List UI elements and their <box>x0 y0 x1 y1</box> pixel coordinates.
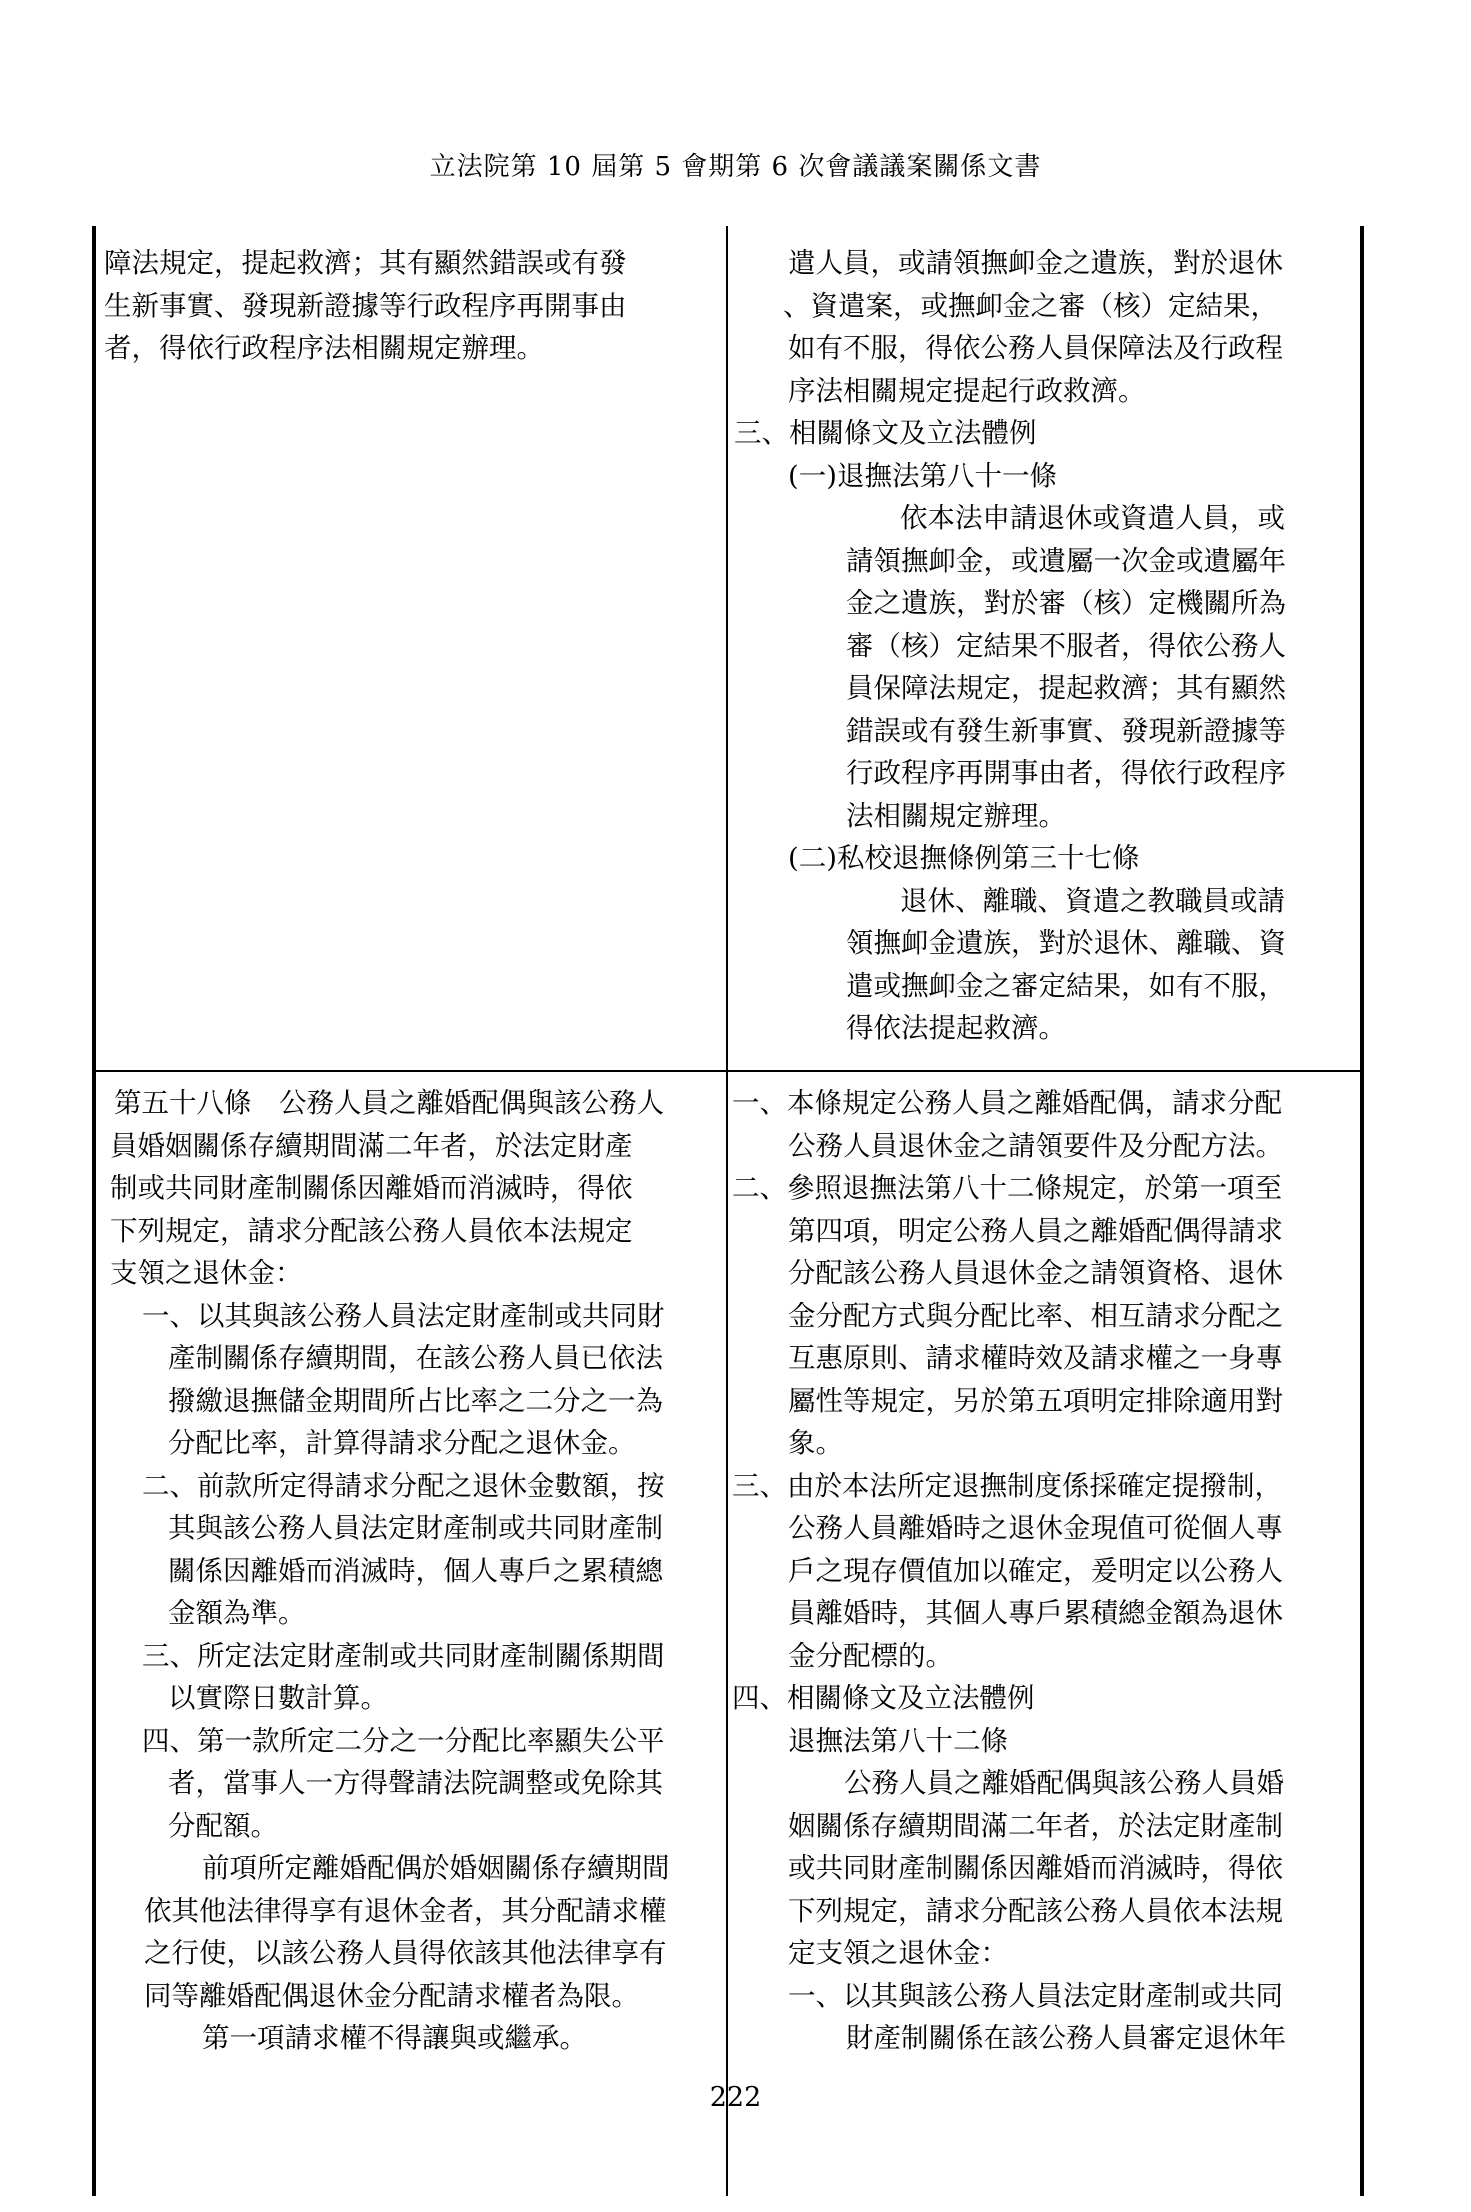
text-line: 金之遺族，對於審（核）定機關所為 <box>846 587 1286 619</box>
text-line: 撥繳退撫儲金期間所占比率之二分之一為 <box>168 1384 663 1417</box>
text-line: 退休、離職、資遣之教職員或請 <box>900 884 1285 917</box>
text-line: 者，當事人一方得聲請法院調整或免除其 <box>168 1767 663 1799</box>
text-line: 戶之現存價值加以確定，爰明定以公務人 <box>788 1554 1283 1587</box>
text-line: 一、以其與該公務人員法定財產制或共同 <box>788 1979 1283 2012</box>
text-line: 金額為準。 <box>168 1597 306 1629</box>
text-line: 一、本條規定公務人員之離婚配偶，請求分配 <box>732 1087 1282 1119</box>
table-left-border <box>92 226 96 2196</box>
text-line: 關係因離婚而消滅時，個人專戶之累積總 <box>168 1554 663 1587</box>
text-line: 、資遣案，或撫卹金之審（核）定結果， <box>783 289 1278 322</box>
text-line: 三、由於本法所定退撫制度係採確定提撥制， <box>732 1469 1282 1502</box>
text-line: 第四項，明定公務人員之離婚配偶得請求 <box>788 1214 1283 1247</box>
text-line: 之行使，以該公務人員得依該其他法律享有 <box>144 1937 667 1969</box>
page-number: 222 <box>709 2082 762 2113</box>
text-line: 依其他法律得享有退休金者，其分配請求權 <box>144 1894 667 1927</box>
text-line: 錯誤或有發生新事實、發現新證據等 <box>846 714 1286 747</box>
text-line: 下列規定，請求分配該公務人員依本法規 <box>788 1894 1283 1927</box>
article-heading: 第五十八條 公務人員之離婚配偶與該公務人 <box>114 1087 664 1119</box>
text-line: 一、以其與該公務人員法定財產制或共同財 <box>142 1299 665 1332</box>
text-line: 者，得依行政程序法相關規定辦理。 <box>104 332 544 364</box>
table-row-divider <box>92 1070 1364 1072</box>
text-line: 第一項請求權不得讓與或繼承。 <box>202 2022 587 2054</box>
table-right-border <box>1360 226 1364 2196</box>
text-line: 請領撫卹金，或遺屬一次金或遺屬年 <box>846 544 1286 577</box>
text-line: 二、前款所定得請求分配之退休金數額，按 <box>142 1469 665 1502</box>
text-line: 員婚姻關係存續期間滿二年者，於法定財產 <box>110 1129 633 1162</box>
text-line: 姻關係存續期間滿二年者，於法定財產制 <box>788 1809 1283 1842</box>
text-line: 公務人員離婚時之退休金現值可從個人專 <box>788 1512 1283 1544</box>
text-line: 依本法申請退休或資遣人員，或 <box>900 502 1285 534</box>
text-line: 四、第一款所定二分之一分配比率顯失公平 <box>142 1724 665 1757</box>
text-line: 障法規定，提起救濟；其有顯然錯誤或有發 <box>104 247 627 279</box>
text-line: (二)私校退撫條例第三十七條 <box>788 842 1140 874</box>
text-line: 金分配標的。 <box>788 1639 953 1672</box>
text-line: 如有不服，得依公務人員保障法及行政程 <box>788 332 1283 364</box>
text-line: 遣人員，或請領撫卹金之遺族，對於退休 <box>788 247 1283 279</box>
text-line: 遣或撫卹金之審定結果，如有不服， <box>846 969 1286 1002</box>
text-line: 公務人員之離婚配偶與該公務人員婚 <box>844 1767 1284 1799</box>
text-line: 金分配方式與分配比率、相互請求分配之 <box>788 1299 1283 1332</box>
text-line: 前項所定離婚配偶於婚姻關係存續期間 <box>202 1852 670 1884</box>
text-line: 四、相關條文及立法體例 <box>732 1682 1035 1714</box>
document-header: 立法院第 10 屆第 5 會期第 6 次會議議案關係文書 <box>429 152 1042 182</box>
text-line: 下列規定，請求分配該公務人員依本法規定 <box>110 1214 633 1247</box>
text-line: 定支領之退休金： <box>788 1937 1008 1969</box>
text-line: 屬性等規定，另於第五項明定排除適用對 <box>788 1384 1283 1417</box>
text-line: 退撫法第八十二條 <box>788 1724 1008 1757</box>
text-line: 二、參照退撫法第八十二條規定，於第一項至 <box>732 1172 1282 1204</box>
text-line: 審（核）定結果不服者，得依公務人 <box>846 629 1286 662</box>
text-line: 支領之退休金： <box>110 1257 303 1289</box>
text-line: 制或共同財產制關係因離婚而消滅時，得依 <box>110 1172 633 1204</box>
text-line: 象。 <box>788 1427 843 1459</box>
text-line: 分配額。 <box>168 1809 278 1842</box>
text-line: 互惠原則、請求權時效及請求權之一身專 <box>788 1342 1283 1374</box>
text-line: 三、相關條文及立法體例 <box>734 417 1037 449</box>
text-line: 產制關係存續期間，在該公務人員已依法 <box>168 1342 663 1374</box>
table-column-divider <box>726 226 728 2196</box>
text-line: 財產制關係在該公務人員審定退休年 <box>846 2022 1286 2054</box>
text-line: 同等離婚配偶退休金分配請求權者為限。 <box>144 1979 639 2012</box>
text-line: 員離婚時，其個人專戶累積總金額為退休 <box>788 1597 1283 1629</box>
text-line: 分配比率，計算得請求分配之退休金。 <box>168 1427 636 1459</box>
text-line: 或共同財產制關係因離婚而消滅時，得依 <box>788 1852 1283 1884</box>
text-line: 其與該公務人員法定財產制或共同財產制 <box>168 1512 663 1544</box>
text-line: 生新事實、發現新證據等行政程序再開事由 <box>104 289 627 322</box>
text-line: 分配該公務人員退休金之請領資格、退休 <box>788 1257 1283 1289</box>
text-line: 行政程序再開事由者，得依行政程序 <box>846 757 1286 789</box>
text-line: (一)退撫法第八十一條 <box>788 459 1057 492</box>
text-line: 領撫卹金遺族，對於退休、離職、資 <box>846 927 1286 959</box>
text-line: 以實際日數計算。 <box>168 1682 388 1714</box>
comparison-table <box>92 226 1364 2196</box>
text-line: 三、所定法定財產制或共同財產制關係期間 <box>142 1639 665 1672</box>
text-line: 得依法提起救濟。 <box>846 1012 1066 1044</box>
text-line: 法相關規定辦理。 <box>846 799 1066 832</box>
text-line: 員保障法規定，提起救濟；其有顯然 <box>846 672 1286 704</box>
text-line: 序法相關規定提起行政救濟。 <box>788 374 1146 407</box>
text-line: 公務人員退休金之請領要件及分配方法。 <box>788 1129 1283 1162</box>
